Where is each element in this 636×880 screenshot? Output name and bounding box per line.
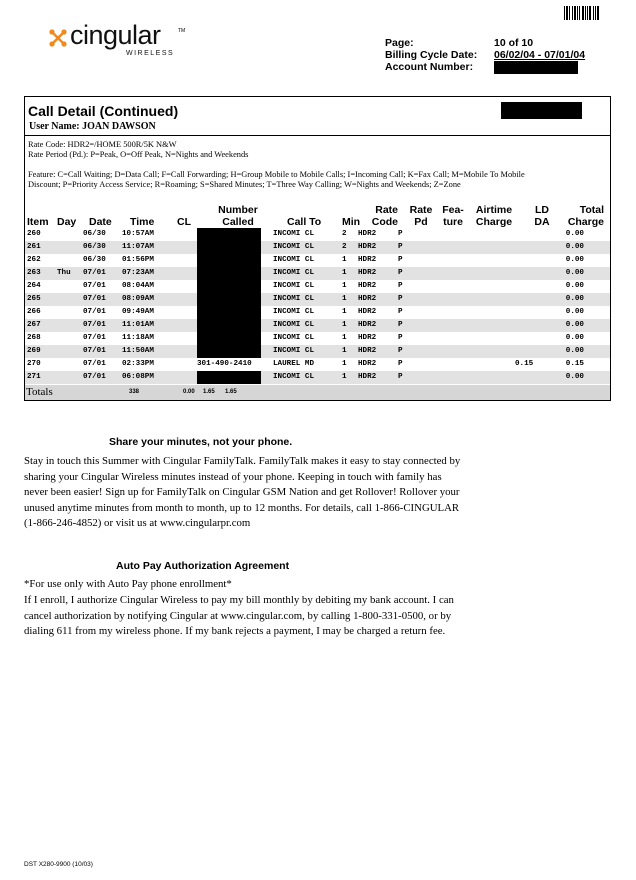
col-rate-code-line2: Code: [371, 216, 398, 228]
cell-rate-code: HDR2: [358, 295, 377, 303]
cell-min: 1: [342, 269, 347, 277]
cell-min: 2: [342, 243, 347, 251]
cell-total: 0.00: [565, 256, 584, 264]
col-rate-code: [364, 204, 398, 228]
cell-item: 270: [27, 360, 41, 368]
col-total-line2: Charge: [567, 216, 604, 228]
cell-min: 1: [342, 360, 347, 368]
table-row: [25, 267, 610, 280]
user-name: User Name: JOAN DAWSON: [29, 121, 156, 132]
cell-time: 06:08PM: [122, 373, 154, 381]
col-number: [206, 204, 270, 228]
table-row: [25, 345, 610, 358]
billing-cycle-value: 06/02/04 - 07/01/04: [494, 49, 586, 61]
number-redaction: [197, 280, 261, 293]
col-day: Day: [57, 216, 77, 228]
cingular-jack-icon: [48, 28, 68, 48]
share-minutes-body: Stay in touch this Summer with Cingular FamilyTalk. FamilyTalk makes it easy to stay connected by sharing your Cingular Wireless minutes instead of your phone. Keeping in touch with family has never been easier! Sign up for FamilyTalk on Cingular GSM Nation and get Rollover! Rollover your unused anytime minutes from month to month, up to 12 months. For details, call 1-866-CINGULAR (1-866-246-4852) or visit us at www.cingularpr.com: [24, 455, 461, 530]
totals-row: [25, 385, 610, 400]
cell-item: 267: [27, 321, 41, 329]
cell-rate-code: HDR2: [358, 308, 377, 316]
cell-rate-code: HDR2: [358, 282, 377, 290]
cell-item: 265: [27, 295, 41, 303]
cell-date: 07/01: [83, 360, 106, 368]
logo-wordmark: cingular: [70, 20, 161, 50]
cell-date: 07/01: [83, 269, 106, 277]
col-feature-line1: Fea-: [442, 204, 464, 216]
cell-total: 0.00: [565, 269, 584, 277]
cell-item: 269: [27, 347, 41, 355]
billing-cycle-label: Billing Cycle Date:: [385, 49, 478, 61]
cell-time: 08:09AM: [122, 295, 154, 303]
title-redaction: [501, 102, 582, 119]
cell-day: Thu: [57, 269, 71, 277]
cell-date: 07/01: [83, 334, 106, 342]
page-label: Page:: [385, 37, 414, 49]
cell-time: 11:50AM: [122, 347, 154, 355]
cell-call-to: INCOMI CL: [273, 347, 315, 355]
table-row: [25, 293, 610, 306]
logo-trademark: TM: [178, 28, 186, 34]
rate-period-legend: Rate Period (Pd.): P=Peak, O=Off Peak, N=Nights and Weekends: [28, 150, 249, 159]
cell-pd: P: [398, 334, 403, 342]
col-rate-pd: [406, 204, 436, 228]
table-row: [25, 358, 610, 371]
cell-time: 11:01AM: [122, 321, 154, 329]
cingular-logo: [48, 22, 198, 62]
form-footer: DST X280-9900 (10/03): [24, 861, 93, 868]
cell-min: 1: [342, 321, 347, 329]
cell-total: 0.00: [565, 282, 584, 290]
cell-ld: 0.15: [515, 360, 534, 368]
cell-time: 11:07AM: [122, 243, 154, 251]
cell-pd: P: [398, 282, 403, 290]
cell-item: 268: [27, 334, 41, 342]
col-date: Date: [89, 216, 112, 228]
cell-item: 263: [27, 269, 41, 277]
cell-item: 262: [27, 256, 41, 264]
cell-call-to: INCOMI CL: [273, 373, 315, 381]
cell-time: 11:18AM: [122, 334, 154, 342]
table-row: [25, 241, 610, 254]
table-row: [25, 371, 610, 384]
cell-total: 0.00: [565, 243, 584, 251]
cell-call-to: INCOMI CL: [273, 256, 315, 264]
account-number-label: Account Number:: [385, 61, 474, 73]
col-airtime-line1: Airtime: [475, 204, 513, 216]
cell-total: 0.00: [565, 373, 584, 381]
col-ld-line2: DA: [534, 216, 550, 228]
cell-date: 06/30: [83, 243, 106, 251]
cell-pd: P: [398, 308, 403, 316]
cell-call-to: LAUREL MD: [273, 360, 315, 368]
col-feature: [438, 204, 468, 228]
account-number-redaction: [494, 61, 578, 74]
totals-minutes: 338: [129, 389, 140, 395]
cell-min: 1: [342, 256, 347, 264]
number-redaction: [197, 319, 261, 332]
cell-pd: P: [398, 321, 403, 329]
cell-total: 0.00: [565, 347, 584, 355]
col-call-to: Call To: [287, 216, 322, 228]
cell-date: 06/30: [83, 256, 106, 264]
cell-number: 301-490-2410: [197, 360, 252, 368]
auto-pay-body: If I enroll, I authorize Cingular Wireless to pay my bill monthly by debiting my bank account. I can cancel authorization by notifying Cingular at www.cingular.com, by calling 1-800-331-0500, or by dialing 611 from my wireless phone. If my bank rejects a payment, I may be charged a return fee.: [24, 594, 454, 638]
cell-min: 1: [342, 347, 347, 355]
cell-total: 0.00: [565, 321, 584, 329]
cell-time: 08:04AM: [122, 282, 154, 290]
col-item: Item: [27, 216, 49, 228]
number-redaction: [197, 332, 261, 345]
cell-min: 1: [342, 308, 347, 316]
number-redaction: [197, 345, 261, 358]
cell-call-to: INCOMI CL: [273, 243, 315, 251]
cell-rate-code: HDR2: [358, 321, 377, 329]
cell-date: 07/01: [83, 295, 106, 303]
cell-date: 07/01: [83, 347, 106, 355]
col-cl: CL: [177, 216, 191, 228]
cell-time: 01:56PM: [122, 256, 154, 264]
table-row: [25, 332, 610, 345]
cell-rate-code: HDR2: [358, 360, 377, 368]
col-airtime-line2: Charge: [475, 216, 513, 228]
cell-pd: P: [398, 360, 403, 368]
cell-rate-code: HDR2: [358, 347, 377, 355]
rate-code-legend: Rate Code: HDR2=/HOME 500R/5K N&W: [28, 140, 177, 149]
col-number-line2: Called: [222, 216, 254, 228]
table-row: [25, 228, 610, 241]
cell-min: 1: [342, 373, 347, 381]
cell-time: 07:23AM: [122, 269, 154, 277]
number-redaction: [197, 371, 261, 384]
cell-item: 260: [27, 230, 41, 238]
cell-pd: P: [398, 256, 403, 264]
col-ld-line1: LD: [535, 204, 549, 216]
cell-date: 07/01: [83, 308, 106, 316]
call-detail-title: Call Detail (Continued): [28, 103, 179, 119]
cell-call-to: INCOMI CL: [273, 321, 315, 329]
cell-min: 1: [342, 334, 347, 342]
cell-min: 1: [342, 295, 347, 303]
totals-total: 1.65: [225, 389, 237, 395]
auto-pay-note: *For use only with Auto Pay phone enrollment*: [24, 578, 232, 590]
cell-time: 10:57AM: [122, 230, 154, 238]
table-row: [25, 280, 610, 293]
cell-call-to: INCOMI CL: [273, 230, 315, 238]
cell-rate-code: HDR2: [358, 373, 377, 381]
cell-total: 0.15: [565, 360, 584, 368]
cell-call-to: INCOMI CL: [273, 308, 315, 316]
cell-date: 06/30: [83, 230, 106, 238]
cell-date: 07/01: [83, 282, 106, 290]
cell-call-to: INCOMI CL: [273, 269, 315, 277]
cell-pd: P: [398, 295, 403, 303]
cell-call-to: INCOMI CL: [273, 282, 315, 290]
col-rate-pd-line2: Pd: [414, 216, 428, 228]
number-redaction: [197, 241, 261, 254]
totals-airtime: 0.00: [183, 389, 195, 395]
cell-item: 266: [27, 308, 41, 316]
table-row: [25, 306, 610, 319]
call-table-body: [25, 228, 610, 384]
col-rate-pd-line1: Rate: [409, 204, 433, 216]
number-redaction: [197, 306, 261, 319]
cell-pd: P: [398, 243, 403, 251]
auto-pay-heading: Auto Pay Authorization Agreement: [116, 560, 290, 572]
col-total: [560, 204, 604, 228]
cell-pd: P: [398, 347, 403, 355]
cell-call-to: INCOMI CL: [273, 334, 315, 342]
col-rate-code-line1: Rate: [375, 204, 398, 216]
cell-min: 2: [342, 230, 347, 238]
cell-time: 09:49AM: [122, 308, 154, 316]
cell-rate-code: HDR2: [358, 334, 377, 342]
cell-rate-code: HDR2: [358, 269, 377, 277]
cell-total: 0.00: [565, 308, 584, 316]
cell-call-to: INCOMI CL: [273, 295, 315, 303]
number-redaction: [197, 293, 261, 306]
cell-rate-code: HDR2: [358, 230, 377, 238]
page-value: 10 of 10: [494, 37, 534, 49]
share-minutes-heading: Share your minutes, not your phone.: [109, 436, 293, 448]
cell-pd: P: [398, 373, 403, 381]
cell-item: 271: [27, 373, 41, 381]
col-min: Min: [342, 216, 361, 228]
totals-ld: 1.65: [203, 389, 215, 395]
cell-min: 1: [342, 282, 347, 290]
cell-pd: P: [398, 230, 403, 238]
number-redaction: [197, 228, 261, 241]
table-row: [25, 319, 610, 332]
cell-total: 0.00: [565, 230, 584, 238]
number-redaction: [197, 267, 261, 280]
title-divider: [24, 135, 611, 136]
barcode: [564, 6, 602, 20]
col-ld: [527, 204, 557, 228]
col-airtime: [470, 204, 518, 228]
col-total-line1: Total: [579, 204, 604, 216]
cell-pd: P: [398, 269, 403, 277]
totals-label: Totals: [26, 386, 53, 398]
col-time: Time: [130, 216, 155, 228]
number-redaction: [197, 254, 261, 267]
cell-item: 264: [27, 282, 41, 290]
col-number-line1: Number: [218, 204, 258, 216]
cell-date: 07/01: [83, 373, 106, 381]
cell-date: 07/01: [83, 321, 106, 329]
cell-total: 0.00: [565, 334, 584, 342]
cell-rate-code: HDR2: [358, 243, 377, 251]
feature-legend: Feature: C=Call Waiting; D=Data Call; F=Call Forwarding; H=Group Mobile to Mobile Calls; I=Incoming Call; K=Fax Call; M=Mobile To Mobile Discount; P=Priority Access Service; R=Roaming; S=Shared Minutes; T=Three Way Calling; W=Nights and Weekends; Z=Zone: [28, 170, 525, 189]
col-feature-line2: ture: [443, 216, 463, 228]
logo-subtitle: WIRELESS: [126, 50, 175, 57]
cell-item: 261: [27, 243, 41, 251]
cell-time: 02:33PM: [122, 360, 154, 368]
cell-total: 0.00: [565, 295, 584, 303]
cell-rate-code: HDR2: [358, 256, 377, 264]
table-row: [25, 254, 610, 267]
